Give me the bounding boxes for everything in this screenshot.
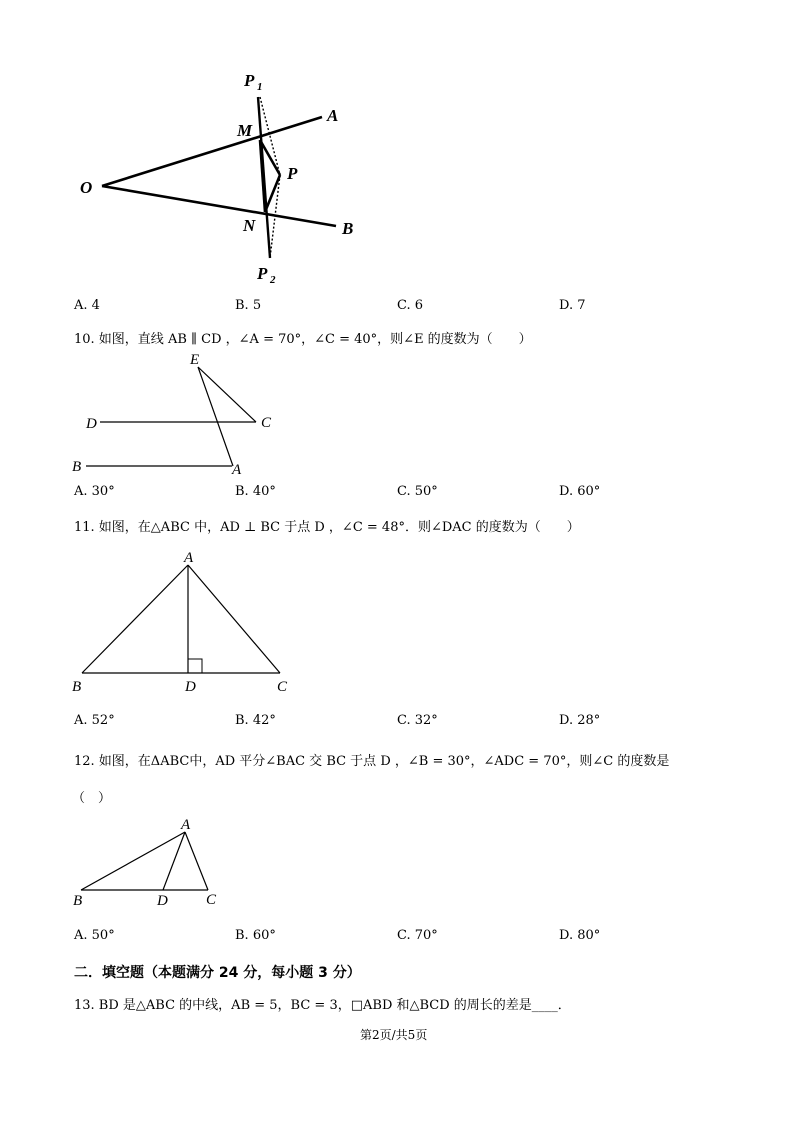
label-P1: P: [244, 71, 255, 90]
segment-AC: [185, 832, 208, 890]
segment-PN: [265, 175, 280, 212]
right-angle-mark: [188, 659, 202, 673]
label-A: A: [327, 106, 339, 125]
label-P2-sub: 2: [270, 274, 276, 286]
q10-option-d: D. 60°: [559, 484, 601, 499]
label-C: C: [261, 415, 272, 431]
label-B: B: [73, 893, 83, 909]
segment-AB: [81, 832, 185, 890]
label-A: A: [184, 550, 194, 566]
page-footer: 第2页/共5页: [360, 1028, 428, 1042]
q12-text-cont: （ ）: [72, 791, 112, 806]
segment-AD: [163, 832, 185, 890]
label-O: O: [80, 178, 93, 197]
q12-option-c: C. 70°: [397, 928, 438, 943]
q10-option-b: B. 40°: [235, 484, 276, 499]
segment-AB: [82, 565, 188, 673]
label-M: M: [237, 121, 253, 140]
line-MN: [258, 97, 270, 258]
q12-option-a: A. 50°: [74, 928, 115, 943]
q11-text: 11. 如图，在△ABC 中，AD ⊥ BC 于点 D ，∠C = 48°．则∠DAC 的度数为（ ）: [74, 520, 580, 535]
q9-option-a: A. 4: [74, 298, 100, 313]
label-B: B: [72, 459, 82, 475]
q9-option-c: C. 6: [397, 298, 424, 313]
q11-option-a: A. 52°: [74, 713, 115, 728]
q13-text: 13. BD 是△ABC 的中线，AB = 5，BC = 3，□ABD 和△BCD 的周长的差是____．: [74, 998, 571, 1013]
segment-EC: [198, 367, 256, 422]
section-2-title: 二．填空题（本题满分 24 分，每小题 3 分）: [74, 965, 361, 981]
figure-q12: [0, 810, 794, 920]
label-D: D: [86, 416, 97, 432]
label-D: D: [157, 893, 168, 909]
label-C: C: [206, 892, 217, 908]
q12-option-d: D. 80°: [559, 928, 601, 943]
q11-option-d: D. 28°: [559, 713, 601, 728]
q10-option-a: A. 30°: [74, 484, 115, 499]
q12-text: 12. 如图，在ΔABC中，AD 平分∠BAC 交 BC 于点 D ，∠B = 30°，∠ADC = 70°，则∠C 的度数是: [74, 754, 670, 769]
segment-AC: [188, 565, 280, 673]
q10-text: 10. 如图，直线 AB ∥ CD ，∠A = 70°，∠C = 40°，则∠E 的度数为（ ）: [74, 332, 532, 347]
label-B: B: [72, 679, 82, 695]
label-P: P: [287, 164, 298, 183]
label-A: A: [232, 462, 242, 478]
figure-q9: [0, 0, 794, 300]
label-E: E: [190, 352, 200, 368]
q11-option-c: C. 32°: [397, 713, 438, 728]
label-P1-sub: 1: [257, 81, 263, 93]
label-B: B: [342, 219, 354, 238]
label-A: A: [181, 817, 191, 833]
label-N: N: [243, 216, 256, 235]
q11-option-b: B. 42°: [235, 713, 276, 728]
figure-q10: [0, 340, 794, 490]
q9-option-d: D. 7: [559, 298, 586, 313]
label-C: C: [277, 679, 288, 695]
segment-EA: [198, 367, 233, 466]
q10-option-c: C. 50°: [397, 484, 438, 499]
label-D: D: [185, 679, 196, 695]
q9-option-b: B. 5: [235, 298, 262, 313]
ray-OB: [102, 186, 336, 226]
label-P2: P: [257, 264, 268, 283]
figure-q11: [0, 540, 794, 700]
q12-option-b: B. 60°: [235, 928, 276, 943]
